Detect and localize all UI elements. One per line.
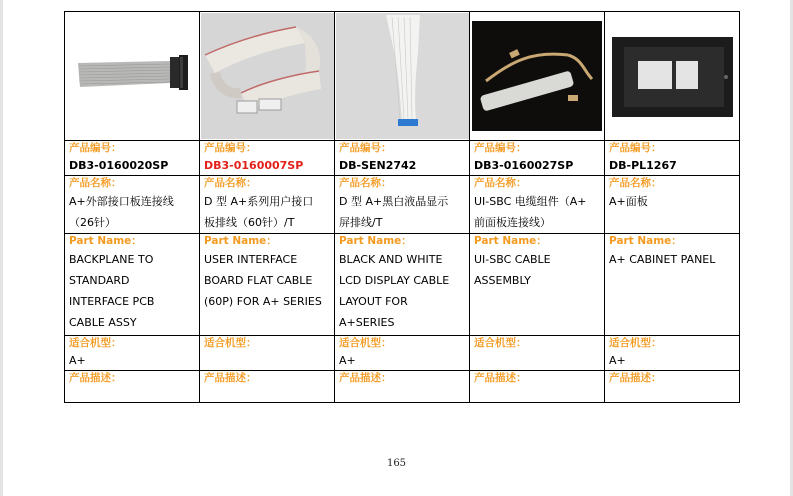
part-name-line: A+SERIES bbox=[339, 316, 395, 329]
model-value bbox=[470, 351, 605, 371]
panel-photo bbox=[610, 21, 735, 131]
product-code: DB-SEN2742 bbox=[335, 156, 470, 176]
model-label: 适合机型： bbox=[470, 336, 605, 352]
part-name-label-row bbox=[65, 234, 740, 250]
model-label: 适合机型： bbox=[200, 336, 335, 352]
model-label: 适合机型： bbox=[605, 336, 740, 352]
part-name-line: INTERFACE PCB bbox=[69, 295, 155, 308]
product-code-label: 产品编号： bbox=[200, 141, 335, 157]
product-name-row bbox=[65, 191, 740, 234]
description-value bbox=[470, 386, 605, 403]
model-value: A+ bbox=[335, 351, 470, 371]
product-name-line: 屏排线/T bbox=[339, 216, 383, 229]
description-label: 产品描述： bbox=[65, 371, 200, 387]
part-name-line: BOARD FLAT CABLE bbox=[204, 274, 313, 287]
model-value: A+ bbox=[605, 351, 740, 371]
description-label: 产品描述： bbox=[470, 371, 605, 387]
product-code-label-row bbox=[65, 141, 740, 157]
product-code-label: 产品编号： bbox=[335, 141, 470, 157]
product-image-cell bbox=[200, 12, 335, 141]
product-code-label: 产品编号： bbox=[470, 141, 605, 157]
fpc-cable-photo bbox=[336, 13, 469, 139]
model-row bbox=[65, 351, 740, 371]
product-name-line: 前面板连接线） bbox=[474, 216, 551, 229]
product-name-label: 产品名称： bbox=[470, 176, 605, 192]
model-label-row bbox=[65, 336, 740, 352]
product-code-label: 产品编号： bbox=[605, 141, 740, 157]
product-image-cell bbox=[335, 12, 470, 141]
part-name-line: USER INTERFACE bbox=[204, 253, 298, 266]
part-name-row bbox=[65, 249, 740, 336]
part-name-line: (60P) FOR A+ SERIES bbox=[204, 295, 322, 308]
model-value bbox=[200, 351, 335, 371]
part-name bbox=[335, 249, 470, 336]
part-name-line: UI-SBC CABLE bbox=[474, 253, 551, 266]
description-label: 产品描述： bbox=[200, 371, 335, 387]
description-row bbox=[65, 386, 740, 403]
product-name bbox=[470, 191, 605, 234]
part-name-line: STANDARD bbox=[69, 274, 130, 287]
part-name bbox=[65, 249, 200, 336]
description-label: 产品描述： bbox=[605, 371, 740, 387]
part-name-label: Part Name： bbox=[200, 234, 335, 250]
description-label: 产品描述： bbox=[335, 371, 470, 387]
part-name bbox=[470, 249, 605, 336]
product-name-line: （26针） bbox=[69, 216, 116, 229]
part-name-line: CABLE ASSY bbox=[69, 316, 137, 329]
part-name-line: BLACK AND WHITE bbox=[339, 253, 443, 266]
product-code: DB-PL1267 bbox=[605, 156, 740, 176]
product-name-line: A+外部接口板连接线 bbox=[69, 195, 174, 208]
product-image-cell bbox=[470, 12, 605, 141]
part-name bbox=[200, 249, 335, 336]
part-name-line: LAYOUT FOR bbox=[339, 295, 408, 308]
product-code: DB3-0160020SP bbox=[65, 156, 200, 176]
product-name bbox=[65, 191, 200, 234]
product-code-highlighted: DB3-0160007SP bbox=[200, 156, 335, 176]
product-name-line: UI-SBC 电缆组件（A+ bbox=[474, 195, 587, 208]
part-name-label: Part Name： bbox=[335, 234, 470, 250]
description-value bbox=[605, 386, 740, 403]
product-name-line: 板排线（60针）/T bbox=[204, 216, 295, 229]
product-name-label: 产品名称： bbox=[335, 176, 470, 192]
product-name bbox=[605, 191, 740, 234]
product-name-label: 产品名称： bbox=[200, 176, 335, 192]
product-code-row bbox=[65, 156, 740, 176]
part-name-label: Part Name： bbox=[470, 234, 605, 250]
part-name-line: ASSEMBLY bbox=[474, 274, 531, 287]
ribbon-cable-photo bbox=[70, 21, 195, 131]
description-value bbox=[335, 386, 470, 403]
product-catalog-table bbox=[64, 11, 740, 431]
product-name-line: D 型 A+黑白液晶显示 bbox=[339, 195, 449, 208]
product-name-label-row bbox=[65, 176, 740, 192]
product-code-label: 产品编号： bbox=[65, 141, 200, 157]
product-image-cell bbox=[605, 12, 740, 141]
model-label: 适合机型： bbox=[65, 336, 200, 352]
part-name-label: Part Name： bbox=[605, 234, 740, 250]
page-number: 165 bbox=[386, 458, 407, 469]
product-name-label: 产品名称： bbox=[65, 176, 200, 192]
product-name bbox=[335, 191, 470, 234]
part-name-label: Part Name： bbox=[65, 234, 200, 250]
product-code: DB3-0160027SP bbox=[470, 156, 605, 176]
product-name-label: 产品名称： bbox=[605, 176, 740, 192]
folded-flat-cable-photo bbox=[201, 13, 334, 139]
description-value bbox=[65, 386, 200, 403]
part-name-line: LCD DISPLAY CABLE bbox=[339, 274, 450, 287]
part-name bbox=[605, 249, 740, 336]
part-name-line: BACKPLANE TO bbox=[69, 253, 154, 266]
product-name-line: A+面板 bbox=[609, 195, 648, 208]
part-name-line: A+ CABINET PANEL bbox=[609, 253, 716, 266]
page-edge-left bbox=[0, 0, 3, 496]
model-label: 适合机型： bbox=[335, 336, 470, 352]
description-label-row bbox=[65, 371, 740, 387]
cable-assembly-photo bbox=[472, 21, 602, 131]
model-value: A+ bbox=[65, 351, 200, 371]
product-name-line: D 型 A+系列用户接口 bbox=[204, 195, 314, 208]
description-value bbox=[200, 386, 335, 403]
product-name bbox=[200, 191, 335, 234]
product-image-cell bbox=[65, 12, 200, 141]
product-image-row bbox=[65, 12, 740, 141]
